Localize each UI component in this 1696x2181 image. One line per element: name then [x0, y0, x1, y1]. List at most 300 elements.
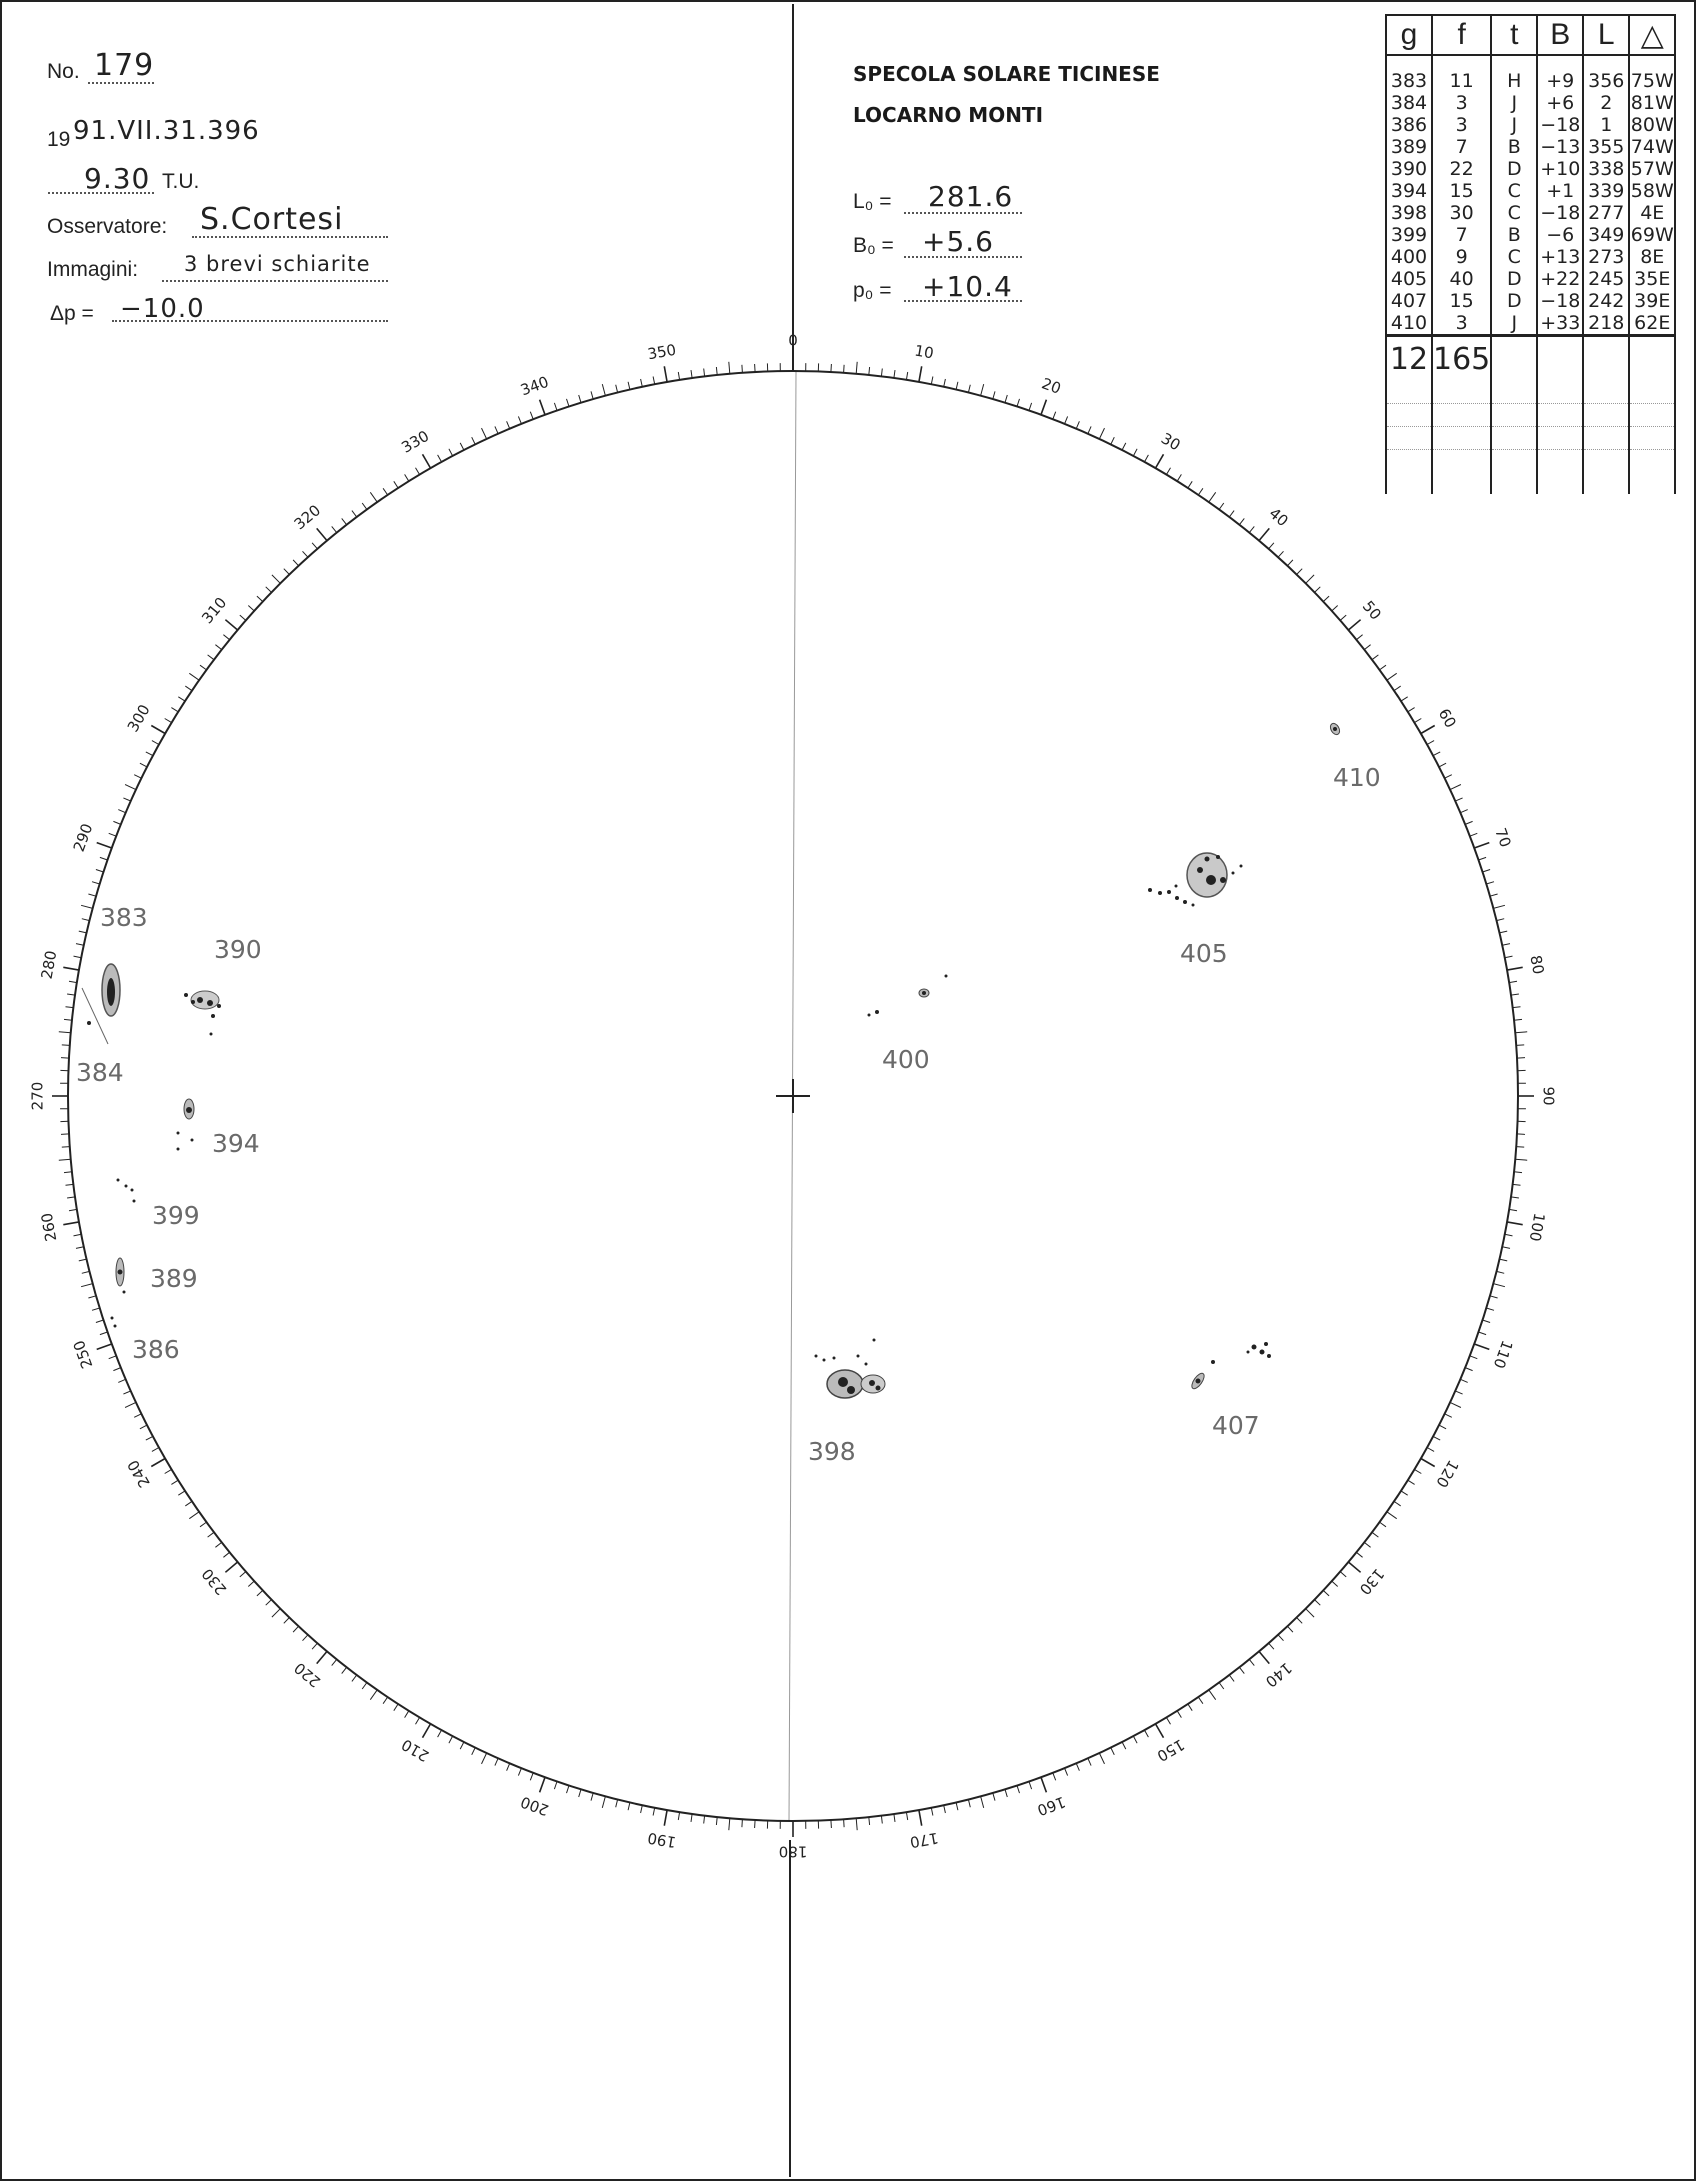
dial-tick [81, 905, 93, 908]
dial-tick [1219, 1683, 1224, 1690]
dial-label-240: 240 [123, 1456, 154, 1491]
dial-tick [63, 967, 79, 970]
dial-tick [678, 372, 679, 380]
dial-tick [1041, 400, 1046, 415]
dial-tick [881, 369, 882, 377]
cell-t: D [1491, 268, 1537, 290]
dial-tick [1239, 1667, 1244, 1673]
dial-tick [76, 1247, 84, 1249]
dial-tick [1516, 1045, 1524, 1046]
p0-label: p₀ = [853, 279, 892, 302]
dial-tick [1497, 1271, 1505, 1273]
dial-tick [1076, 1763, 1079, 1770]
cell-t: D [1491, 158, 1537, 180]
dial-tick [140, 1425, 147, 1429]
dial-tick [178, 1491, 185, 1495]
dial-tick [215, 1542, 221, 1547]
dial-tick [64, 1019, 72, 1020]
dial-tick [755, 364, 756, 372]
dial-label-230: 230 [198, 1564, 231, 1599]
dial-tick [641, 379, 643, 387]
dial-tick [894, 370, 895, 378]
group-label-386: 386 [132, 1335, 180, 1364]
dial-tick [284, 569, 290, 575]
dial-tick [602, 1796, 605, 1808]
dial-tick [81, 1284, 93, 1287]
dial-tick [1460, 810, 1467, 813]
dial-tick [894, 1814, 895, 1822]
dial-tick [906, 372, 907, 380]
dial-label-40: 40 [1265, 504, 1292, 531]
dial-tick [579, 395, 581, 403]
dial-label-260: 260 [37, 1211, 61, 1243]
cell-delta: 80W [1630, 113, 1674, 136]
dial-tick [416, 468, 420, 475]
dial-tick [1088, 1758, 1091, 1765]
dial-label-330: 330 [398, 426, 433, 457]
dial-tick [602, 384, 605, 396]
dial-tick [1499, 931, 1507, 933]
dial-tick [981, 384, 984, 396]
dial-tick [729, 1818, 730, 1830]
dial-tick [729, 362, 730, 374]
dial-tick [266, 1600, 272, 1606]
dial-tick [1156, 454, 1164, 468]
dial-tick [88, 894, 96, 896]
dial-tick [1145, 455, 1149, 462]
cell-delta: 62E [1629, 312, 1675, 336]
group-label-407: 407 [1212, 1411, 1260, 1440]
cell-l: 339 [1583, 180, 1629, 202]
dial-tick [185, 686, 192, 691]
dial-tick [691, 370, 692, 378]
dial-tick [641, 1805, 643, 1813]
group-398-spots [815, 1339, 886, 1399]
dial-tick [844, 1819, 845, 1827]
group-386-spots [111, 1317, 117, 1328]
dial-tick [362, 503, 367, 510]
dial-tick [1209, 1690, 1216, 1700]
dial-tick [1239, 518, 1244, 524]
dial-tick [1278, 1635, 1283, 1641]
group-390-spots [184, 991, 221, 1036]
dial-tick [113, 821, 120, 824]
group-label-394: 394 [212, 1129, 260, 1158]
l0-value: 281.6 [928, 180, 1014, 213]
dial-tick [1509, 981, 1517, 982]
dial-tick [293, 560, 299, 566]
images-label: Immagini: [47, 258, 139, 281]
dial-tick [1229, 1675, 1234, 1681]
cell-g: 399 [1386, 224, 1432, 246]
cell-delta: 8E [1629, 246, 1675, 268]
dial-tick [332, 1659, 337, 1665]
dial-tick [1133, 449, 1137, 456]
dial-tick [1315, 1600, 1321, 1606]
cell-b: +1 [1537, 180, 1583, 202]
dial-tick [1421, 1459, 1435, 1467]
dial-tick [342, 1667, 347, 1673]
dial-tick [1297, 569, 1303, 575]
dial-tick [591, 1793, 593, 1801]
dial-tick [293, 1626, 299, 1632]
dial-tick [530, 412, 533, 420]
b0-label: B₀ = [853, 234, 894, 257]
dial-tick [284, 1618, 290, 1624]
dial-tick [352, 511, 357, 517]
dial-tick [1177, 1711, 1181, 1718]
cell-delta: 35E [1629, 268, 1675, 290]
dial-tick [1515, 1032, 1527, 1033]
dial-tick [691, 1814, 692, 1822]
dial-tick [1122, 1742, 1126, 1749]
dial-label-210: 210 [398, 1735, 433, 1766]
cell-b: −6 [1537, 224, 1583, 246]
dial-tick [1297, 1618, 1303, 1624]
dial-tick [82, 919, 90, 921]
group-389-spots [116, 1258, 126, 1294]
cell-l: 277 [1583, 202, 1629, 224]
dial-tick [1259, 528, 1269, 540]
dial-tick [189, 1512, 199, 1519]
dial-label-190: 190 [646, 1828, 678, 1852]
dial-tick [460, 443, 464, 450]
cell-delta: 81W [1630, 91, 1674, 114]
b0-value: +5.6 [922, 225, 994, 258]
dial-tick [303, 551, 308, 557]
cell-t: J [1491, 92, 1537, 114]
dial-tick [123, 1391, 130, 1394]
dial-tick [303, 1635, 308, 1641]
cell-l: 355 [1583, 136, 1629, 158]
total-spots: 165 [1432, 336, 1491, 382]
dial-tick [956, 382, 958, 390]
dial-tick [1493, 905, 1505, 908]
total-groups: 12 [1386, 336, 1432, 382]
dial-tick [1076, 421, 1079, 428]
dial-tick [1249, 1659, 1254, 1665]
dial-tick [716, 367, 717, 375]
cell-g: 383 [1386, 55, 1432, 92]
cell-t: B [1491, 136, 1537, 158]
dial-tick [449, 1736, 453, 1743]
cell-f: 30 [1432, 202, 1491, 224]
dial-tick [97, 843, 112, 848]
cell-b: +22 [1537, 268, 1583, 290]
dial-label-110: 110 [1489, 1337, 1517, 1371]
dial-tick [1433, 1436, 1440, 1440]
dial-tick [482, 428, 487, 439]
dial-tick [59, 1159, 71, 1160]
dial-tick [352, 1675, 357, 1681]
observer-label: Osservatore: [47, 215, 168, 238]
group-394-spots [177, 1099, 195, 1151]
dial-tick [856, 1818, 857, 1830]
dial-tick [1332, 606, 1338, 611]
dial-tick [342, 518, 347, 524]
dial-tick [134, 775, 141, 779]
group-label-410: 410 [1333, 763, 1381, 792]
cell-delta: 39E [1629, 290, 1675, 312]
group-label-383: 383 [100, 903, 148, 932]
dial-tick [1470, 1356, 1478, 1359]
cell-b: +13 [1537, 246, 1583, 268]
dial-tick [1156, 1724, 1164, 1738]
dial-tick [591, 391, 593, 399]
group-383-spots [87, 964, 120, 1025]
dial-tick [1445, 775, 1452, 779]
dial-label-310: 310 [198, 593, 231, 628]
dial-tick [240, 615, 246, 620]
dial-tick [109, 1356, 117, 1359]
group-label-405: 405 [1180, 939, 1228, 968]
cell-l: 245 [1583, 268, 1629, 290]
cell-l: 356 [1583, 55, 1629, 92]
institution-location: LOCARNO MONTI [853, 103, 1044, 127]
cell-l: 218 [1583, 312, 1629, 336]
dial-tick [223, 635, 229, 640]
dial-tick [1380, 1522, 1387, 1527]
group-label-400: 400 [882, 1045, 930, 1074]
dial-tick [869, 367, 870, 375]
dial-label-20: 20 [1039, 374, 1064, 398]
dial-tick [405, 474, 409, 481]
dial-tick [1517, 1134, 1525, 1135]
dial-tick [1427, 741, 1434, 745]
dp-value: −10.0 [120, 294, 205, 324]
dial-tick [248, 606, 254, 611]
cell-g: 394 [1386, 180, 1432, 202]
dial-tick [1259, 1651, 1269, 1663]
dial-tick [1005, 1789, 1007, 1797]
dial-tick [1053, 412, 1056, 420]
header-l: L [1583, 15, 1629, 55]
cell-t: D [1491, 290, 1537, 312]
dial-tick [981, 1796, 984, 1808]
dial-tick [1133, 1736, 1137, 1743]
cell-b: +9 [1537, 55, 1583, 92]
dial-tick [1209, 492, 1216, 502]
cell-f: 3 [1432, 92, 1491, 114]
dial-tick [1005, 395, 1007, 403]
cell-g: 410 [1386, 312, 1432, 336]
dial-tick [1486, 1308, 1494, 1310]
dial-tick [507, 421, 510, 428]
dial-tick [1465, 1368, 1472, 1371]
dial-tick [79, 931, 87, 933]
dial-tick [423, 454, 431, 468]
cell-b: +10 [1537, 158, 1583, 180]
dial-tick [97, 1344, 112, 1349]
dial-tick [140, 763, 147, 767]
dial-tick [125, 1402, 136, 1407]
dial-tick [518, 1768, 521, 1775]
dial-tick [1332, 1581, 1338, 1586]
dial-tick [165, 1469, 172, 1473]
dial-tick [1278, 551, 1283, 557]
dial-tick [383, 488, 388, 495]
dial-tick [1340, 1572, 1346, 1577]
dial-label-50: 50 [1358, 597, 1385, 624]
dial-label-160: 160 [1034, 1792, 1068, 1820]
dial-tick [554, 403, 557, 411]
dial-tick [1287, 560, 1293, 566]
dial-tick [881, 1816, 882, 1824]
dial-label-150: 150 [1153, 1735, 1188, 1766]
dial-tick [1408, 708, 1415, 712]
dial-tick [1372, 1532, 1378, 1537]
l0-label: L₀ = [853, 190, 892, 213]
header-b: B [1537, 15, 1583, 55]
dial-tick [540, 400, 545, 415]
dial-tick [438, 455, 442, 462]
cell-l: 349 [1583, 224, 1629, 246]
cell-b: −18 [1537, 114, 1583, 136]
dial-tick [1348, 620, 1360, 630]
p0-value: +10.4 [922, 270, 1013, 303]
dial-tick [540, 1777, 545, 1792]
dial-tick [215, 645, 221, 650]
cell-b: +33 [1537, 312, 1583, 336]
dial-tick [1348, 1562, 1360, 1572]
dial-label-220: 220 [290, 1658, 325, 1691]
dial-tick [69, 1209, 77, 1210]
dial-tick [88, 1296, 96, 1298]
dial-label-200: 200 [518, 1792, 552, 1820]
dial-tick [312, 1643, 317, 1649]
dial-tick [113, 1368, 120, 1371]
dial-tick [1507, 967, 1523, 970]
dial-tick [1445, 1414, 1452, 1418]
dial-tick [1364, 645, 1370, 650]
dial-tick [63, 1222, 79, 1225]
dial-tick [1470, 833, 1478, 836]
dial-tick [178, 697, 185, 701]
dial-tick [1439, 1425, 1446, 1429]
dial-tick [472, 1748, 476, 1755]
dial-tick [1099, 1753, 1104, 1764]
dial-tick [405, 1711, 409, 1718]
cell-f: 15 [1432, 290, 1491, 312]
dial-tick [1323, 1590, 1329, 1596]
dial-tick [200, 665, 207, 670]
header-delta: △ [1629, 15, 1675, 55]
dial-tick [567, 1786, 570, 1794]
number-value: 179 [94, 48, 155, 83]
header-f: f [1432, 15, 1491, 55]
dial-tick [993, 391, 995, 399]
dial-tick [1394, 1501, 1401, 1506]
dial-label-130: 130 [1355, 1564, 1388, 1599]
dial-tick [62, 1045, 70, 1046]
dial-tick [1111, 437, 1115, 444]
dial-tick [1387, 1512, 1397, 1519]
dial-tick [82, 1271, 90, 1273]
cell-t: B [1491, 224, 1537, 246]
dial-tick [165, 719, 172, 723]
dial-tick [146, 1436, 153, 1440]
dial-tick [332, 526, 337, 532]
dial-tick [134, 1414, 141, 1418]
dial-tick [1515, 1159, 1527, 1160]
cell-g: 389 [1386, 136, 1432, 158]
dial-tick [1511, 994, 1519, 995]
cell-delta: 4E [1629, 202, 1675, 224]
dial-tick [579, 1789, 581, 1797]
dial-tick [171, 708, 178, 712]
dial-tick [678, 1812, 679, 1820]
dial-tick [1499, 1259, 1507, 1261]
dial-tick [1229, 511, 1234, 517]
dial-tick [416, 1717, 420, 1724]
observer-value: S.Cortesi [200, 202, 344, 237]
dial-label-0: 0 [788, 331, 798, 350]
dial-tick [1455, 798, 1462, 801]
dial-tick [1483, 1320, 1491, 1323]
dial-tick [507, 1763, 510, 1770]
dial-tick [1433, 752, 1440, 756]
dial-tick [1513, 1184, 1521, 1185]
dial-tick [1502, 944, 1510, 946]
dial-label-180: 180 [778, 1842, 808, 1861]
dial-label-270: 270 [28, 1081, 47, 1111]
header-g: g [1386, 15, 1432, 55]
cell-delta: 58W [1630, 179, 1674, 202]
dial-tick [1483, 870, 1491, 873]
dial-tick [1505, 956, 1513, 958]
dial-tick [125, 785, 136, 790]
dial-tick [383, 1697, 388, 1704]
dial-label-30: 30 [1157, 429, 1184, 455]
dial-tick [956, 1802, 958, 1810]
cell-delta: 74W [1630, 135, 1674, 158]
dial-tick [1497, 919, 1505, 921]
dial-tick [317, 528, 327, 540]
group-410-spots [1329, 722, 1342, 736]
dial-tick [518, 416, 521, 423]
dial-label-290: 290 [69, 821, 97, 855]
dial-tick [76, 944, 84, 946]
dial-tick [906, 1812, 907, 1820]
dial-tick [152, 1448, 159, 1452]
dial-tick [152, 741, 159, 745]
dial-tick [1511, 1197, 1519, 1198]
dial-tick [1414, 719, 1421, 723]
dial-tick [1507, 1222, 1523, 1225]
dial-tick [1269, 1643, 1274, 1649]
dial-tick [272, 575, 280, 583]
dial-tick [79, 1259, 87, 1261]
dial-label-300: 300 [123, 701, 154, 736]
dial-tick [67, 1197, 75, 1198]
dial-tick [257, 596, 263, 602]
dial-tick [1372, 655, 1378, 660]
dial-tick [716, 1817, 717, 1825]
dial-tick [1065, 1768, 1068, 1775]
dial-tick [171, 1480, 178, 1484]
dial-tick [1145, 1730, 1149, 1737]
dial-label-280: 280 [37, 949, 61, 981]
dial-tick [69, 981, 77, 982]
cell-g: 386 [1386, 114, 1432, 136]
cell-t: C [1491, 246, 1537, 268]
dial-tick [1490, 894, 1498, 896]
dial-tick [1029, 1782, 1032, 1790]
dial-label-70: 70 [1491, 825, 1515, 850]
group-label-384: 384 [76, 1058, 124, 1087]
cell-l: 273 [1583, 246, 1629, 268]
group-label-398: 398 [808, 1437, 856, 1466]
